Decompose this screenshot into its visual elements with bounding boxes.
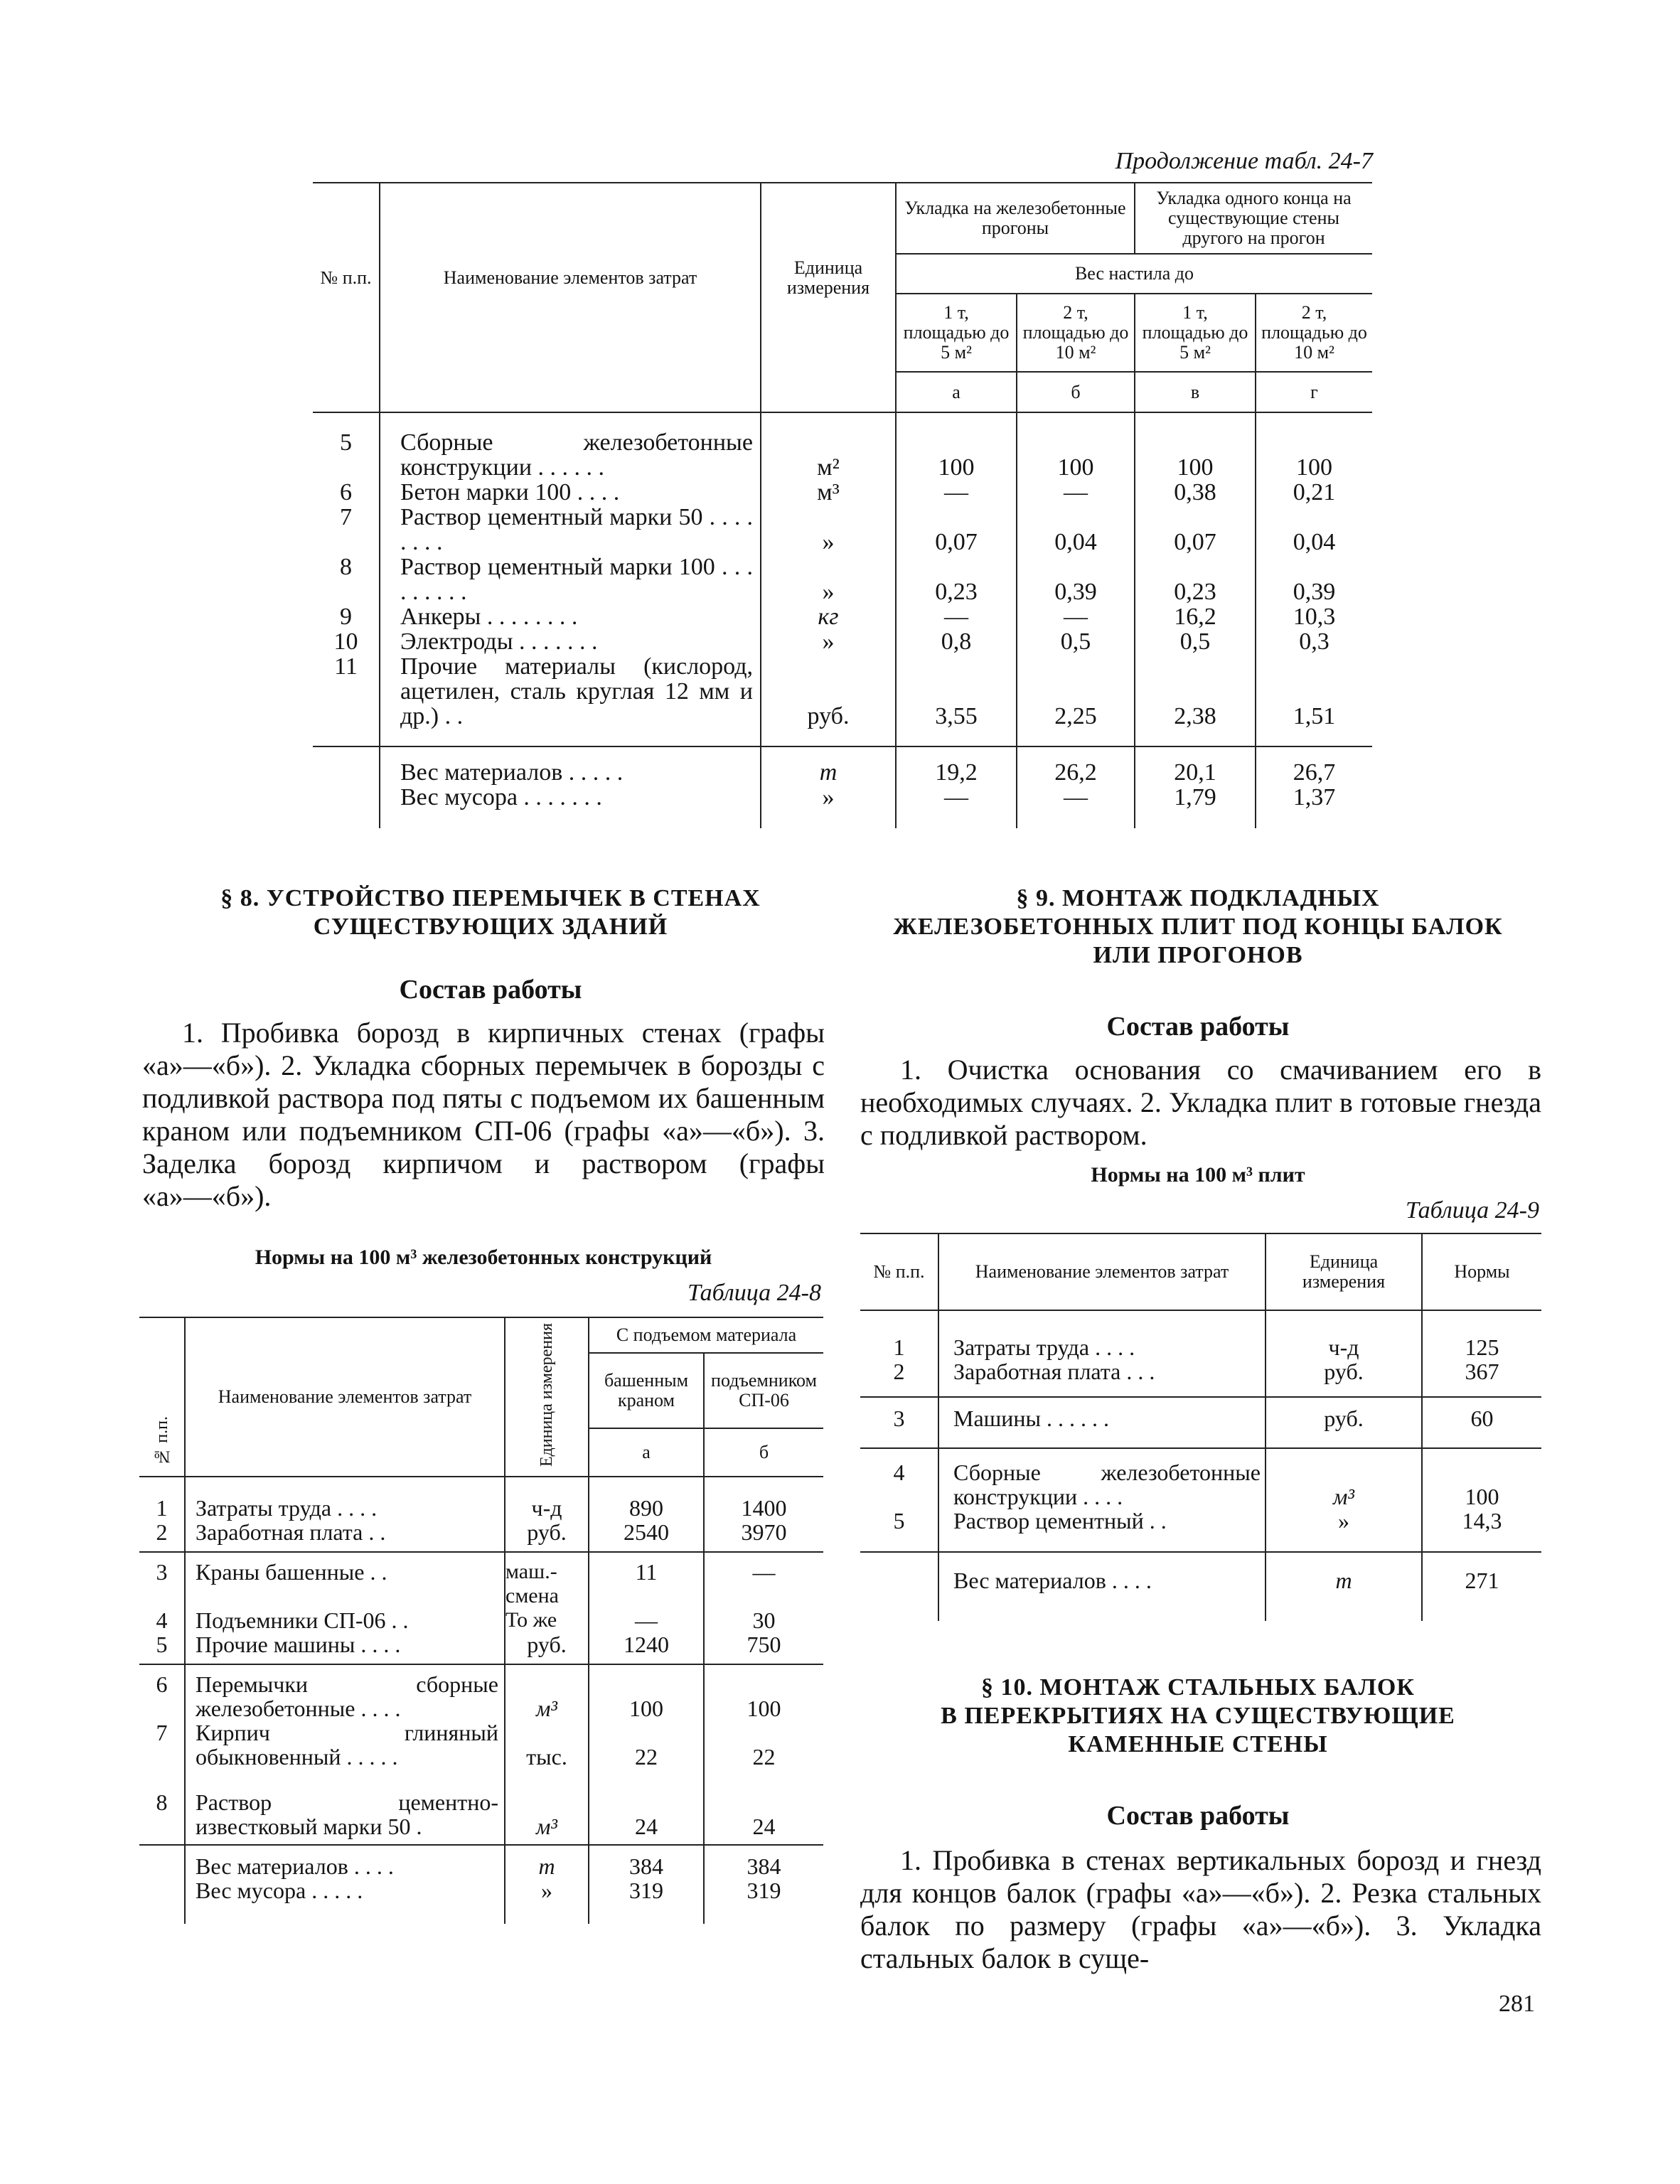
t1-row-c: 0,5: [1135, 629, 1256, 654]
t3-total-v: 271: [1465, 1568, 1499, 1593]
t2-row-unit: То же: [505, 1608, 589, 1632]
section8-title-line2: СУЩЕСТВУЮЩИХ ЗДАНИЙ: [313, 914, 668, 940]
t2-row-b: 3970: [704, 1520, 823, 1552]
t2-row-b: 100: [747, 1696, 781, 1721]
t1-row-d: 0,21: [1293, 479, 1336, 505]
section10-title: [857, 1674, 1539, 1759]
t1-row-c: 100: [1135, 412, 1256, 480]
t2-total-a: 384: [589, 1845, 704, 1878]
section9-title-line3: ИЛИ ПРОГОНОВ: [1093, 942, 1303, 968]
t2-letter-b: б: [704, 1428, 823, 1477]
t2-row-b: —: [752, 1559, 776, 1585]
t2-row-unit: руб.: [505, 1632, 589, 1664]
t2-row-b: 22: [752, 1744, 776, 1770]
t3-row-v: 60: [1422, 1397, 1541, 1448]
t2-row-num: 2: [139, 1520, 185, 1552]
t2-row-num: 7: [139, 1720, 185, 1769]
t1-total-b: 26,2: [1017, 746, 1135, 785]
table-24-8: [139, 1317, 823, 1924]
t1-total-b: —: [1017, 785, 1135, 828]
t1-row-num: 9: [313, 604, 380, 629]
t2-row-name: Кирпич глиняный обыкновенный . . . . .: [185, 1720, 505, 1769]
t1-header-col-b: 2 т, площадью до 10 м²: [1017, 294, 1135, 372]
t3-total-name: Вес материалов . . . .: [938, 1552, 1266, 1621]
t2-row-a: 24: [589, 1769, 704, 1845]
t2-row-num: 8: [139, 1769, 185, 1845]
t1-row-a: 3,55: [896, 654, 1017, 746]
t1-row-num: 11: [313, 654, 380, 746]
table-row: [860, 1310, 1541, 1359]
section9-title-line2: ЖЕЛЕЗОБЕТОННЫХ ПЛИТ ПОД КОНЦЫ БАЛОК: [893, 914, 1503, 940]
t1-total-unit: »: [761, 785, 896, 828]
table-row: [139, 1496, 823, 1520]
t1-row-b: 0,04: [1017, 505, 1135, 555]
t2-row-unit: маш.-смена: [505, 1552, 589, 1608]
table-row: [139, 1632, 823, 1664]
t2-total-name: Вес мусора . . . . .: [185, 1878, 505, 1924]
t2-row-b: 750: [704, 1632, 823, 1664]
t1-header-num: № п.п.: [313, 183, 380, 372]
t1-row-unit: руб.: [761, 654, 896, 746]
t1-total-a: —: [896, 785, 1017, 828]
t2-row-num: 1: [139, 1496, 185, 1520]
t3-row-unit: руб.: [1266, 1397, 1422, 1448]
t1-total-unit: т: [761, 746, 896, 785]
table-row: [313, 604, 1372, 629]
t1-row-c: 0,23: [1135, 555, 1256, 604]
t3-row-name: Сборные железобетонные конструкции . . . .: [938, 1448, 1266, 1509]
t2-row-a: 11: [589, 1552, 704, 1608]
t1-row-name: Сборные железобетонные конструкции . . . . . .: [380, 412, 761, 480]
t1-row-c: 2,38: [1135, 654, 1256, 746]
table-row: [860, 1359, 1541, 1397]
t2-header-unit-text: Единица измерения: [537, 1322, 556, 1467]
t2-row-name: Затраты труда . . . .: [185, 1496, 505, 1520]
t2-row-unit: м³: [505, 1664, 589, 1720]
table-row: [313, 746, 1372, 785]
t2-row-name: Краны башенные . .: [185, 1552, 505, 1608]
section10-title-line2: В ПЕРЕКРЫТИЯХ НА СУЩЕСТВУЮЩИЕ: [941, 1703, 1455, 1729]
table-row: [313, 555, 1372, 604]
t3-row-name: Раствор цементный . .: [938, 1509, 1266, 1552]
t2-total-unit: т: [505, 1845, 589, 1878]
t1-letter-d: г: [1256, 372, 1372, 412]
t1-row-unit: м²: [761, 412, 896, 480]
t1-row-name: Электроды . . . . . . .: [380, 629, 761, 654]
t1-row-a: 0,07: [896, 505, 1017, 555]
t2-row-name: Прочие машины . . . .: [185, 1632, 505, 1664]
section10-title-line1: § 10. МОНТАЖ СТАЛЬНЫХ БАЛОК: [981, 1674, 1415, 1701]
t1-total-c: 1,79: [1135, 785, 1256, 828]
table-24-7-continuation: [313, 182, 1372, 828]
t1-row-c: 0,07: [1135, 505, 1256, 555]
t3-row-v: 100: [1465, 1484, 1499, 1509]
t1-row-c: 0,38: [1135, 480, 1256, 505]
t1-row-b: 0,39: [1017, 555, 1135, 604]
t1-header-name: Наименование элементов затрат: [380, 183, 761, 372]
t1-row-c: 16,2: [1135, 604, 1256, 629]
table-row: [860, 1552, 1541, 1621]
t3-row-unit: руб.: [1266, 1359, 1422, 1397]
section10-text: 1. Пробивка в стенах вертикальных борозд и гнезд для концов балок (графы «а»—«б»). 2. Резка стальных балок по размеру (графы «а»—«б»). 3. Укладка стальных балок в суще-: [860, 1844, 1541, 1974]
section9-subtitle: Состав работы: [1106, 1012, 1290, 1042]
t2-row-name: Раствор цементно-известковый марки 50 .: [185, 1769, 505, 1845]
t1-row-num: 6: [313, 480, 380, 505]
t3-header-norms: Нормы: [1422, 1233, 1541, 1310]
t1-row-num: 10: [313, 629, 380, 654]
t1-row-a: 0,23: [896, 555, 1017, 604]
section9-title-line1: § 9. МОНТАЖ ПОДКЛАДНЫХ: [1016, 885, 1380, 911]
table-row: [139, 1845, 823, 1878]
t1-row-name: Раствор цементный марки 100 . . . . . . . . .: [380, 555, 761, 604]
t2-header-num: [139, 1317, 185, 1477]
t2-header-name: Наименование элементов затрат: [185, 1317, 505, 1477]
t1-total-d: 1,37: [1293, 784, 1336, 810]
t2-row-num: 4: [139, 1608, 185, 1632]
table-24-9: [860, 1233, 1541, 1621]
table-row: [860, 1397, 1541, 1448]
table-row: [313, 785, 1372, 828]
t1-row-d: 0,3: [1299, 628, 1329, 655]
t1-header-group-b: Укладка одного конца на существующие стены другого на прогон: [1135, 183, 1372, 254]
page-number: 281: [1499, 1991, 1535, 2017]
t1-row-b: —: [1017, 480, 1135, 505]
t1-total-d: 26,7: [1293, 759, 1336, 786]
t1-row-name: Анкеры . . . . . . . .: [380, 604, 761, 629]
table-row: [139, 1608, 823, 1632]
section9-title: [857, 884, 1539, 970]
t2-row-unit: ч-д: [505, 1496, 589, 1520]
t1-row-num: 5: [313, 412, 380, 480]
t1-row-b: —: [1017, 604, 1135, 629]
t1-row-a: —: [896, 604, 1017, 629]
t1-row-unit: м³: [761, 480, 896, 505]
section8-title: [142, 884, 839, 941]
t2-header-col-a: башенным краном: [589, 1353, 704, 1428]
t1-row-unit: кг: [761, 604, 896, 629]
t3-row-num: 4: [860, 1448, 938, 1509]
t2-header-col-b: подъемником СП-06: [704, 1353, 823, 1428]
t3-header-num: № п.п.: [860, 1233, 938, 1310]
t1-row-d: 0,04: [1293, 529, 1336, 555]
t1-header-col-a: 1 т, площадью до 5 м²: [896, 294, 1017, 372]
t2-total-a: 319: [589, 1878, 704, 1924]
t3-row-num: 2: [860, 1359, 938, 1397]
t1-row-name: Бетон марки 100 . . . .: [380, 480, 761, 505]
t2-total-unit: »: [505, 1878, 589, 1924]
t3-row-v: 125: [1465, 1334, 1499, 1360]
t2-row-name: Подъемники СП-06 . .: [185, 1608, 505, 1632]
t1-row-name: Раствор цементный марки 50 . . . . . . . .: [380, 505, 761, 555]
t3-header-unit: Единица измерения: [1266, 1233, 1422, 1310]
table-row: [139, 1664, 823, 1720]
t3-total-unit: т: [1266, 1552, 1422, 1621]
t1-letter-c: в: [1135, 372, 1256, 412]
t1-letter-a: а: [896, 372, 1017, 412]
t1-row-d: 10,3: [1293, 604, 1336, 630]
t1-row-b: 2,25: [1017, 654, 1135, 746]
section8-title-line1: § 8. УСТРОЙСТВО ПЕРЕМЫЧЕК В СТЕНАХ: [220, 885, 761, 911]
t1-row-d: 0,39: [1293, 579, 1336, 605]
table-row: [860, 1509, 1541, 1552]
t3-row-num: 5: [860, 1509, 938, 1552]
t2-row-a: 1240: [589, 1632, 704, 1664]
t2-header-num-text: № п.п.: [152, 1416, 171, 1466]
t3-row-unit: »: [1266, 1509, 1422, 1552]
t1-header-group-a: Укладка на железобетонные прогоны: [896, 183, 1135, 254]
t2-row-name: Перемычки сборные железобетонные . . . .: [185, 1664, 505, 1720]
section8-subtitle: Состав работы: [399, 975, 582, 1005]
t2-row-unit: м³: [505, 1769, 589, 1845]
continuation-label: Продолжение табл. 24-7: [1115, 148, 1373, 174]
t1-row-unit: »: [761, 629, 896, 654]
t2-row-name: Заработная плата . .: [185, 1520, 505, 1552]
t2-row-num: 6: [139, 1664, 185, 1720]
table-row: [313, 629, 1372, 654]
t3-row-num: 3: [860, 1397, 938, 1448]
t3-row-name: Затраты труда . . . .: [938, 1310, 1266, 1359]
table-row: [860, 1448, 1541, 1509]
table-row: [139, 1878, 823, 1924]
t2-letter-a: а: [589, 1428, 704, 1477]
t1-row-a: 0,8: [896, 629, 1017, 654]
t1-header-unit: Единица измерения: [761, 183, 896, 372]
t2-row-a: 890: [589, 1496, 704, 1520]
t1-letter-b: б: [1017, 372, 1135, 412]
section9-text: 1. Очистка основания со смачиванием его в необходимых случаях. 2. Укладка плит в готовые гнезда с подливкой раствором.: [860, 1054, 1541, 1151]
t2-row-num: 3: [139, 1552, 185, 1608]
t1-header-col-c: 1 т, площадью до 5 м²: [1135, 294, 1256, 372]
t1-row-name: Прочие материалы (кислород, ацетилен, сталь круглая 12 мм и др.) . .: [380, 654, 761, 746]
table-row: [313, 412, 1372, 480]
t3-row-v: 14,3: [1422, 1509, 1541, 1552]
t3-row-name: Машины . . . . . .: [938, 1397, 1266, 1448]
t1-total-name: Вес материалов . . . . .: [380, 746, 761, 785]
section10-subtitle: Состав работы: [1106, 1801, 1290, 1831]
t1-total-name: Вес мусора . . . . . . .: [380, 785, 761, 828]
t2-total-name: Вес материалов . . . .: [185, 1845, 505, 1878]
table-row: [313, 505, 1372, 555]
t2-total-b: 384: [747, 1853, 781, 1879]
t3-row-v: 367: [1422, 1359, 1541, 1397]
t2-row-b: 30: [752, 1607, 776, 1633]
t1-total-c: 20,1: [1135, 746, 1256, 785]
t3-header-name: Наименование элементов затрат: [938, 1233, 1266, 1310]
t2-row-a: 22: [589, 1720, 704, 1769]
section8-norms: Нормы на 100 м³ железобетонных конструкций: [255, 1246, 712, 1269]
t2-row-a: —: [589, 1608, 704, 1632]
t1-row-d: 100: [1296, 454, 1332, 481]
table-row: [139, 1720, 823, 1769]
t1-row-unit: »: [761, 505, 896, 555]
section9-norms: Нормы на 100 м³ плит: [1091, 1163, 1305, 1187]
table-24-8-caption: Таблица 24-8: [687, 1280, 821, 1306]
t3-row-name: Заработная плата . . .: [938, 1359, 1266, 1397]
t2-row-unit: руб.: [505, 1520, 589, 1552]
t3-row-unit: ч-д: [1266, 1310, 1422, 1359]
table-row: [313, 480, 1372, 505]
t1-row-b: 100: [1017, 412, 1135, 480]
t3-row-num: 1: [860, 1310, 938, 1359]
t1-row-num: 8: [313, 555, 380, 604]
t1-row-a: —: [896, 480, 1017, 505]
t2-row-num: 5: [139, 1632, 185, 1664]
t2-row-b: 1400: [741, 1495, 787, 1521]
t2-row-unit: тыс.: [505, 1720, 589, 1769]
t1-row-b: 0,5: [1017, 629, 1135, 654]
t1-row-d: 1,51: [1256, 654, 1372, 746]
t1-header-col-d: 2 т, площадью до 10 м²: [1256, 294, 1372, 372]
table-row: [139, 1552, 823, 1608]
t1-total-a: 19,2: [896, 746, 1017, 785]
t2-row-b: 24: [704, 1769, 823, 1845]
t1-header-weight: Вес настила до: [896, 254, 1372, 294]
t3-row-unit: м³: [1266, 1448, 1422, 1509]
table-row: [139, 1769, 823, 1845]
t2-row-a: 100: [589, 1664, 704, 1720]
t1-row-a: 100: [896, 412, 1017, 480]
table-24-9-caption: Таблица 24-9: [1406, 1197, 1539, 1224]
t2-row-a: 2540: [589, 1520, 704, 1552]
table-row: [313, 654, 1372, 746]
t2-header-group: С подъемом материала: [589, 1317, 823, 1353]
t1-row-unit: »: [761, 555, 896, 604]
t2-total-b: 319: [747, 1878, 781, 1903]
t2-header-unit: [505, 1317, 589, 1477]
section10-title-line3: КАМЕННЫЕ СТЕНЫ: [1068, 1731, 1328, 1757]
section8-text: 1. Пробивка борозд в кирпичных стенах (графы «а»—«б»). 2. Укладка сборных перемычек в борозды с подливкой раствора под пяты с подъемом их башенным краном или подъемником СП-06 (графы «а»—«б»). 3. Заделка борозд кирпичом и раствором (графы «а»—«б»).: [142, 1017, 825, 1212]
t1-row-num: 7: [313, 505, 380, 555]
table-row: [139, 1520, 823, 1552]
